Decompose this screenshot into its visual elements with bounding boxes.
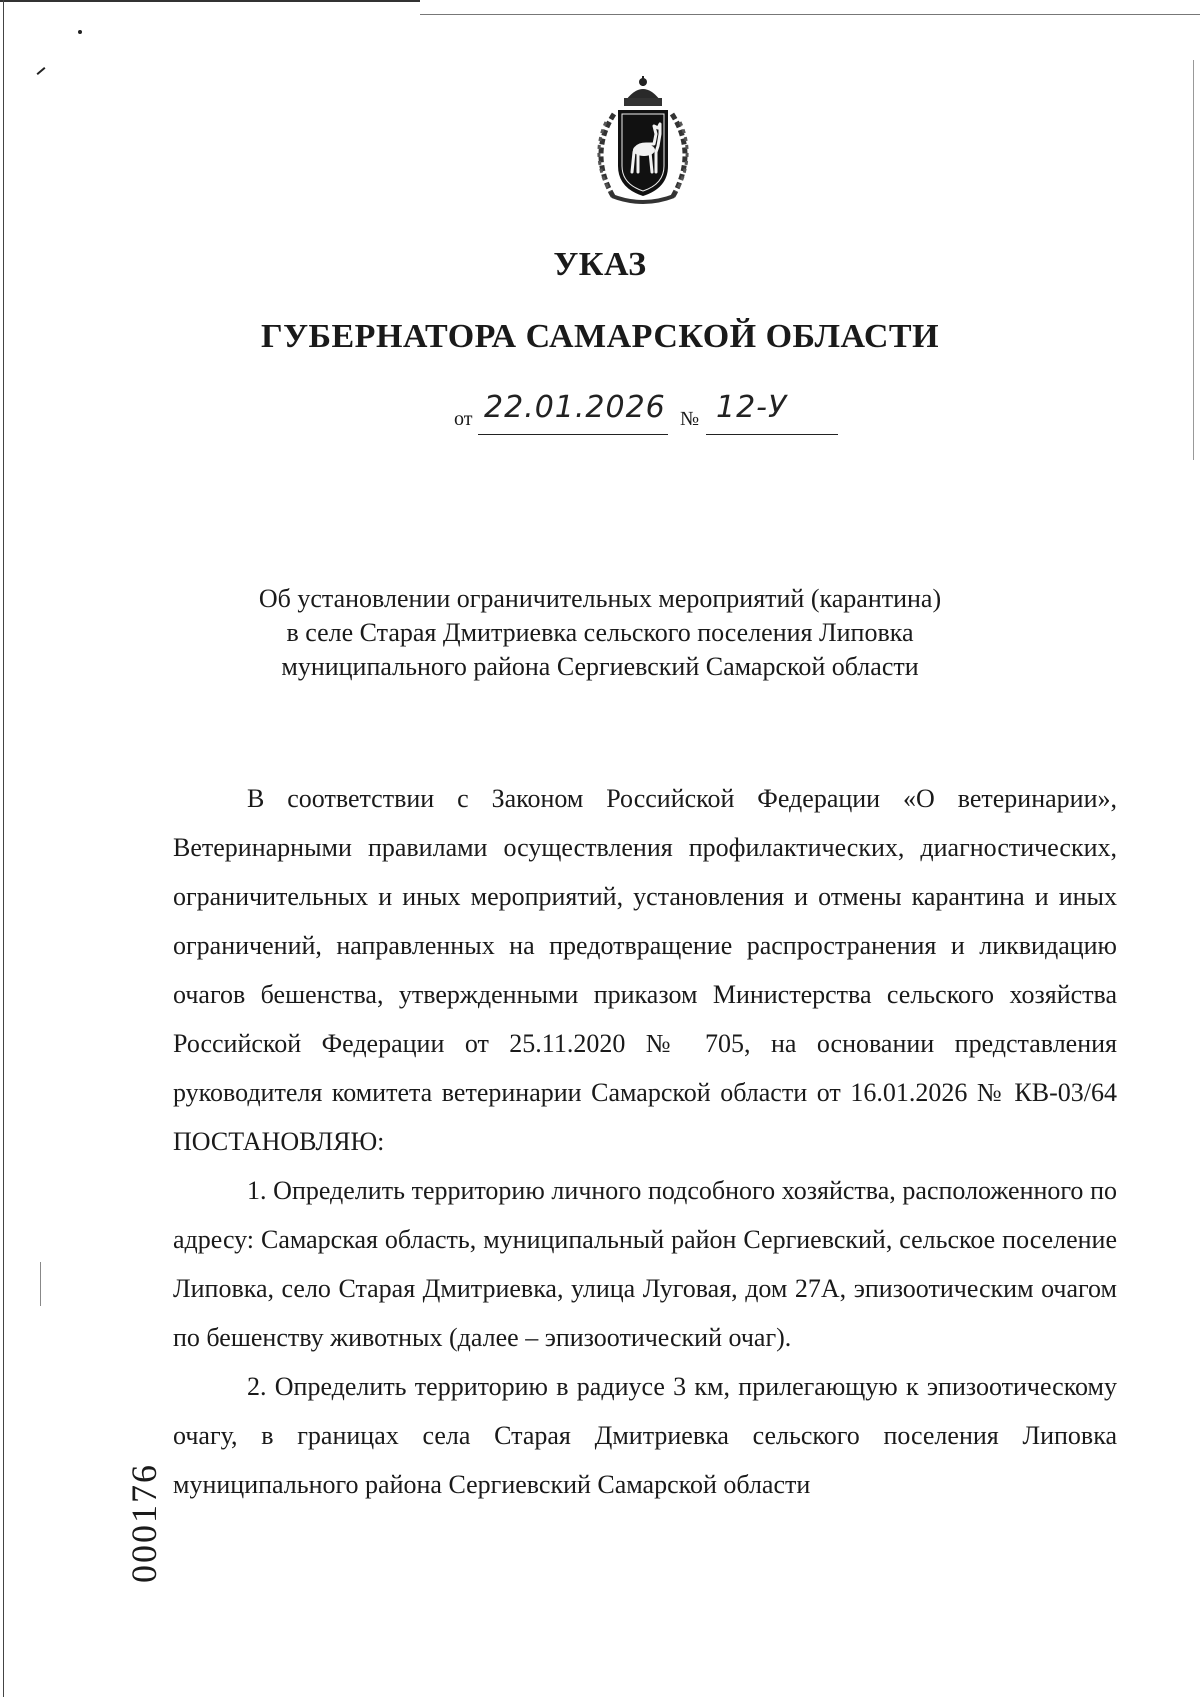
scan-edge-top xyxy=(0,0,420,2)
date-number-line xyxy=(454,390,844,440)
clause-2-paragraph: 2. Определить территорию в радиусе 3 км, прилегающую к эпизоотическому очагу, в границах села Старая Дмитриевка сельского поселения Липовка муниципального района Сергиевский Самарской области xyxy=(173,1372,1117,1499)
serial-stamp xyxy=(116,1460,166,1586)
decree-body xyxy=(173,774,1117,1509)
document-type-title: УКАЗ xyxy=(553,246,647,283)
number-label: № xyxy=(680,408,700,430)
scan-edge-top-right xyxy=(420,14,1200,15)
serial-number: 000176 xyxy=(124,1463,164,1583)
coat-of-arms xyxy=(584,74,702,208)
date-label: от xyxy=(454,408,473,430)
subject-line-3: муниципального района Сергиевский Самарской области xyxy=(281,652,919,681)
subject-line-1: Об установлении ограничительных мероприятий (карантина) xyxy=(258,584,942,613)
samara-coat-of-arms-icon xyxy=(584,74,702,208)
scan-mark xyxy=(37,67,46,75)
scan-speck xyxy=(78,30,82,34)
handwritten-number: 12-У xyxy=(716,390,788,425)
handwritten-date: 22.01.2026 xyxy=(484,390,666,425)
preamble-paragraph: В соответствии с Законом Российской Федерации «О ветеринарии», Ветеринарными правилами осуществления профилактических, диагностических, ограничительных и иных мероприятий, установления и отмены карантина и иных ограничений, направленных на предотвращение распространения и ликвидацию очагов бешенства, утвержденными приказом Министерства сельского хозяйства Российской Федерации от 25.11.2020 № 705, на основании представления руководителя комитета ветеринарии Самарской области от 16.01.2026 № КВ-03/64 ПОСТАНОВЛЯЮ: xyxy=(173,784,1117,1156)
number-underline xyxy=(706,434,838,435)
subject-line-2: в селе Старая Дмитриевка сельского поселения Липовка xyxy=(286,618,914,647)
issuer-title: ГУБЕРНАТОРА САМАРСКОЙ ОБЛАСТИ xyxy=(260,318,940,355)
date-underline xyxy=(478,434,668,435)
scan-dots xyxy=(40,1262,41,1306)
decree-subject xyxy=(0,582,1200,684)
clause-1-paragraph: 1. Определить территорию личного подсобного хозяйства, расположенного по адресу: Самарская область, муниципальный район Сергиевский, сельское поселение Липовка, село Старая Дмитриевка, улица Луговая, дом 27А, эпизоотическим очагом по бешенству животных (далее – эпизоотический очаг). xyxy=(173,1176,1117,1352)
